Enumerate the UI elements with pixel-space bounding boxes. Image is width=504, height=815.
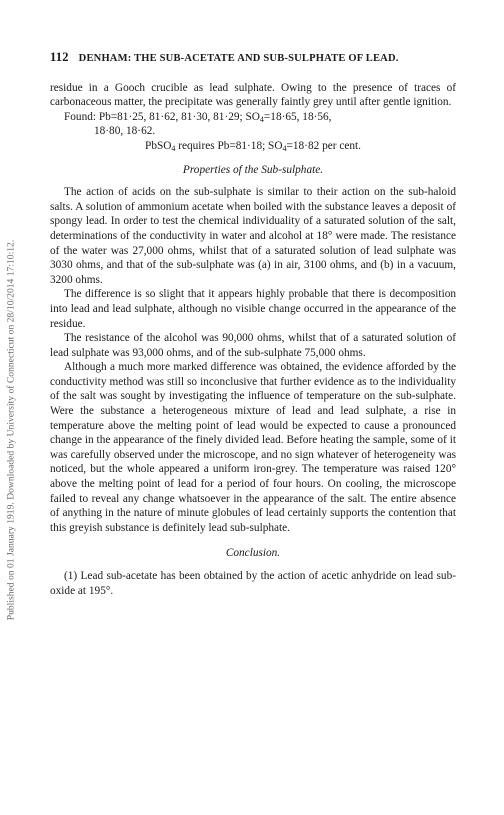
found-sub1: 4 (259, 114, 264, 124)
requires-sub-b: 4 (282, 143, 287, 153)
found-line2: 18·80, 18·62. (94, 125, 156, 138)
page-number: 112 (50, 50, 69, 64)
paragraph-acids: The action of acids on the sub-sulphate is similar to their action on the sub-haloid salts. A solution of ammonium acetate when boiled with the substance leaves a deposit of spongy lead. In order to test the chemical individuality of a saturated solution of the salt, determinations of the conductivity in water and alcohol at 18° were made. The resistance of the water was 27,000 ohms, whilst that of a saturated solution of lead sulphate was 3030 ohms, and that of the sub-sulphate was (a) in air, 3100 ohms, and (b) in a vacuum, 3200 ohms. (50, 186, 456, 286)
requires-a: PbSO (145, 139, 172, 152)
running-header (50, 50, 456, 67)
found-label: Found: (64, 110, 97, 123)
paragraph-residue: residue in a Gooch crucible as lead sulphate. Owing to the presence of traces of carbonaceous matter, the precipitate was generally faintly grey until after gentle ignition. (50, 81, 456, 109)
found-line1: Pb=81·25, 81·62, 81·30, 81·29; SO (98, 110, 260, 123)
paragraph-temperature: Although a much more marked difference was obtained, the evidence afforded by the conductivity method was still so inconclusive that further evidence as to the individuality of the salt was sought by investigating the influence of temperature on the sub-sulphate. Were the substance a heterogeneous mixture of lead and lead sulphate, a rise in temperature above the melting point of lead would be expected to cause a pronounced change in the appearance of the finely divided lead. Before heating the sample, some of it was carefully observed under the microscope, and no sign whatever of heterogeneity was noticed, but the whole appeared a uniform iron-grey. The temperature was raised 120° above the melting point of lead for a period of four hours. On cooling, the microscope failed to reveal any change whatsoever in the appearance of the salt. The entire absence of anything in the nature of minute globules of lead certainly supports the contention that this greyish substance is definitely lead sub-sulphate. (50, 361, 456, 534)
download-watermark-text: Published on 01 January 1919. Downloaded by University of Connecticut on 28/10/2014 17:10:12. (5, 239, 17, 621)
paragraph-alcohol: The resistance of the alcohol was 90,000 ohms, whilst that of a saturated solution of lead sulphate was 93,000 ohms, and of the sub-sulphate 75,000 ohms. (50, 332, 456, 359)
running-title: DENHAM: THE SUB-ACETATE AND SUB-SULPHATE OF LEAD. (78, 53, 399, 64)
found-values (50, 110, 456, 139)
section-title-conclusion: Conclusion. (225, 547, 281, 560)
journal-page (50, 50, 456, 598)
download-watermark (0, 0, 22, 815)
section-title-properties: Properties of the Sub-sulphate. (182, 163, 324, 176)
found-line1b: =18·65, 18·56, (263, 110, 332, 123)
requires-values (50, 139, 456, 154)
paragraph-conclusion-1: (1) Lead sub-acetate has been obtained by the action of acetic anhydride on lead sub-oxide at 195°. (50, 570, 456, 597)
paragraph-difference: The difference is so slight that it appears highly probable that there is decomposition into lead and lead sulphate, although no visible change occurred in the appearance of the residue. (50, 288, 456, 330)
requires-b: requires Pb=81·18; SO (175, 139, 283, 152)
requires-sub-a: 4 (171, 143, 176, 153)
requires-c: =18·82 per cent. (286, 139, 361, 152)
